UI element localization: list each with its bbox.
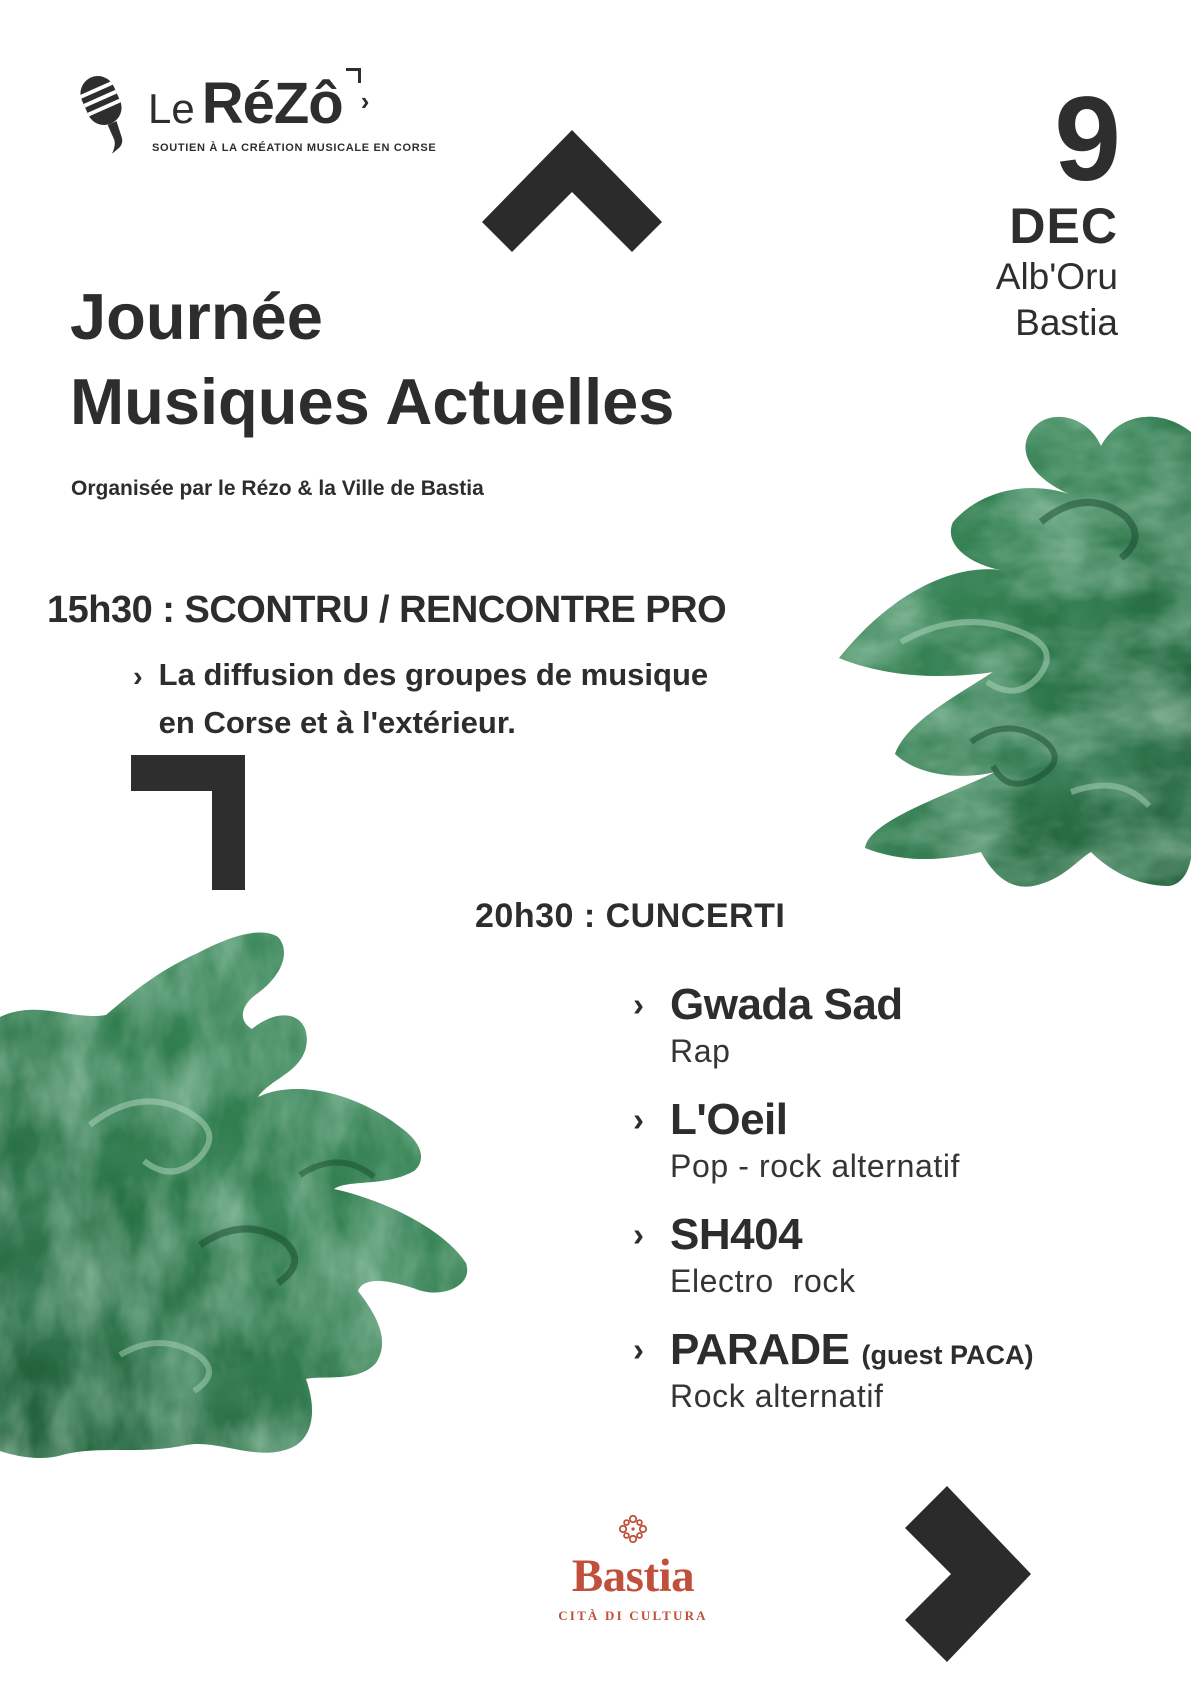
act-genre: Rap [670, 1033, 731, 1070]
event-city: Bastia [1015, 302, 1118, 344]
logo-tagline: SOUTIEN À LA CRÉATION MUSICALE EN CORSE [152, 142, 437, 154]
lineup-item [633, 1325, 1034, 1416]
act-genre: Electro rock [670, 1263, 856, 1300]
microphone-icon [72, 68, 130, 163]
bastia-city-logo [503, 1514, 763, 1624]
bastia-tagline: CITÀ DI CULTURA [558, 1607, 708, 1623]
lerezo-logo [72, 68, 452, 168]
logo-wordmark [148, 70, 369, 139]
concert-heading: 20h30 : CUNCERTI [475, 897, 786, 935]
event-date-block [995, 72, 1118, 346]
logo-name: RéZô [201, 71, 343, 136]
chevron-bullet-icon: › [633, 1215, 644, 1253]
chevron-bullet-icon: › [133, 661, 143, 693]
chevron-right-small-icon: › [360, 86, 370, 116]
poster-title-line1: Journée [70, 280, 323, 353]
corner-bracket-icon [346, 68, 361, 83]
rosette-icon [618, 1514, 648, 1544]
pro-topic-line1: La diffusion des groupes de musique [158, 657, 709, 692]
chevron-bullet-icon: › [633, 985, 644, 1023]
act-name: SH404 [670, 1210, 803, 1260]
poster-subtitle: Organisée par le Rézo & la Ville de Bastia [71, 477, 484, 500]
lineup-item [633, 980, 1034, 1071]
act-name: PARADE [670, 1325, 850, 1375]
chevron-right-icon [905, 1486, 1031, 1662]
act-note: (guest PACA) [861, 1340, 1034, 1371]
pro-topic-line2: en Corse et à l'extérieur. [158, 705, 516, 741]
event-month: DEC [1009, 198, 1118, 255]
act-genre: Rock alternatif [670, 1378, 884, 1415]
concert-lineup [633, 980, 1034, 1440]
poster-title [70, 274, 674, 444]
pro-session-topic-text [159, 651, 708, 747]
logo-corner-marks [346, 86, 370, 139]
pro-session-topic [133, 651, 708, 747]
lineup-item [633, 1210, 1034, 1301]
lineup-item [633, 1095, 1034, 1186]
bastia-wordmark: Bastia [571, 1550, 695, 1602]
act-genre: Pop - rock alternatif [670, 1148, 961, 1185]
act-name: L'Oeil [670, 1095, 788, 1145]
event-day: 9 [1054, 72, 1118, 206]
corner-bracket-icon [131, 755, 245, 890]
chevron-bullet-icon: › [633, 1330, 644, 1368]
act-name: Gwada Sad [670, 980, 903, 1029]
poster-title-line2: Musiques Actuelles [70, 365, 675, 439]
marble-texture-right [831, 392, 1191, 888]
chevron-up-icon [482, 130, 662, 255]
marble-texture-left [0, 925, 478, 1460]
event-venue: Alb'Oru [995, 256, 1118, 298]
pro-session-heading: 15h30 : SCONTRU / RENCONTRE PRO [47, 589, 727, 631]
chevron-bullet-icon: › [633, 1100, 644, 1138]
logo-prefix: Le [148, 85, 195, 132]
